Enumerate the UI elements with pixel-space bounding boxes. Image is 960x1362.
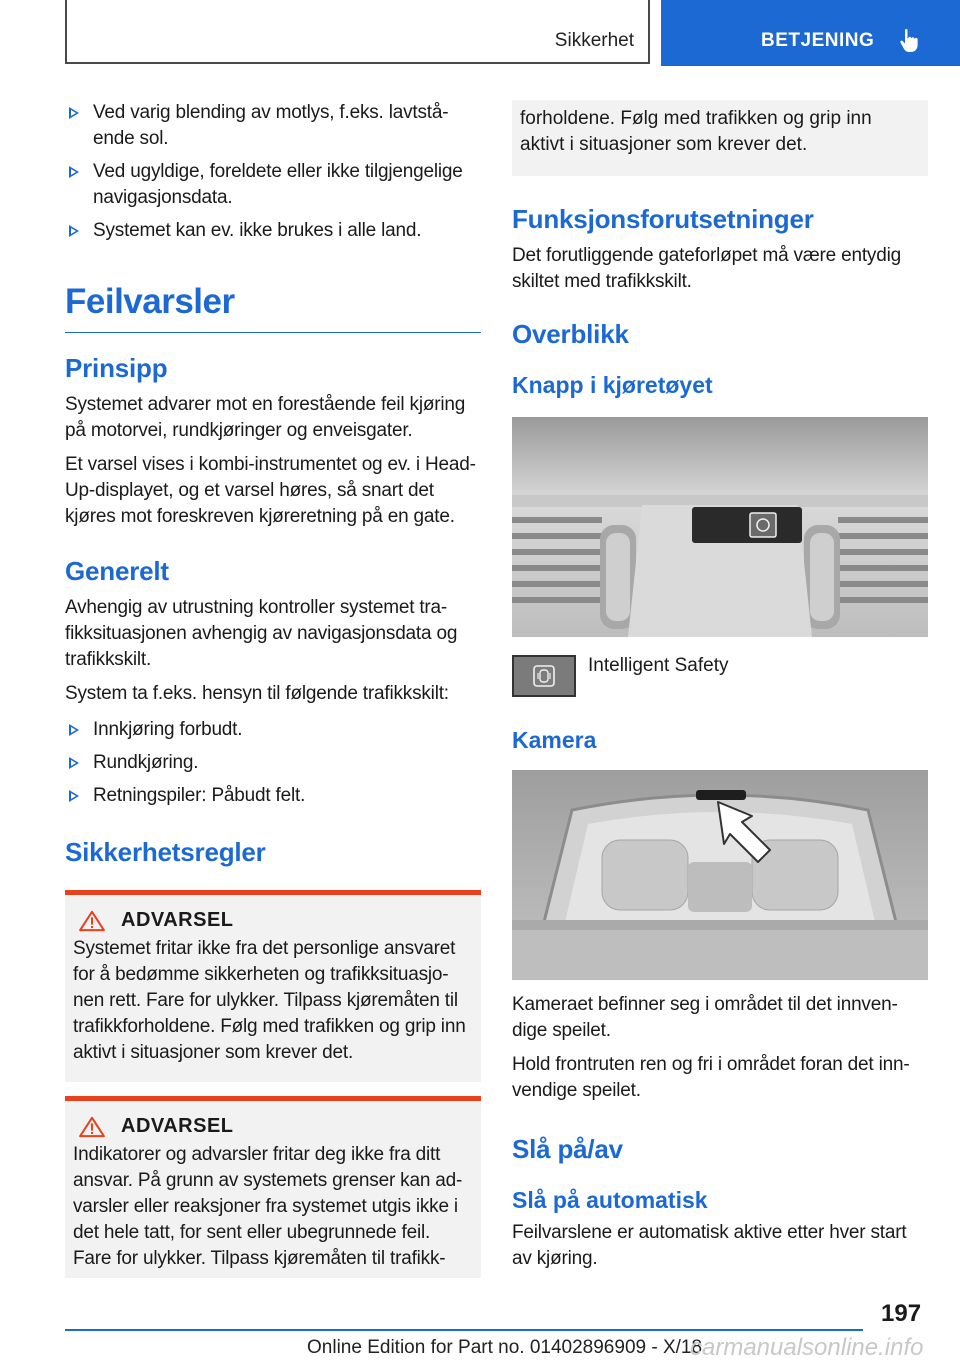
triangle-bullet-icon xyxy=(69,166,79,178)
heading-slaa-paa-automatisk: Slå på automatisk xyxy=(512,1187,708,1213)
paragraph: Kameraet befinner seg i området til det innven-dige speilet. xyxy=(512,994,898,1041)
header-section-title: Sikkerhet xyxy=(554,30,634,51)
header-chapter-tab[interactable] xyxy=(661,0,960,66)
warning-text: forholdene. Følg med trafikken og grip inn aktivt i situasjoner som krever det. xyxy=(520,108,872,155)
heading-overblikk: Overblikk xyxy=(512,319,629,349)
list-item: Ved ugyldige, foreldete eller ikke tilgjengelige navigasjonsdata. xyxy=(65,159,481,211)
right-column xyxy=(512,100,928,1280)
warning-box xyxy=(65,890,481,1082)
page-number: 197 xyxy=(881,1300,922,1327)
warning-title: ADVARSEL xyxy=(121,1115,234,1137)
heading-kamera: Kamera xyxy=(512,727,597,753)
heading-generelt: Generelt xyxy=(65,556,169,586)
dashboard-button-image xyxy=(512,417,928,637)
heading-sikkerhetsregler: Sikkerhetsregler xyxy=(65,837,266,867)
heading-prinsipp: Prinsipp xyxy=(65,353,168,383)
heading-funksjonsforutsetninger: Funksjonsforutsetninger xyxy=(512,204,814,234)
warning-continuation-box xyxy=(512,100,928,176)
icon-legend-row xyxy=(512,655,928,697)
footer-watermark: carmanualsonline.info xyxy=(690,1334,924,1361)
paragraph: Feilvarslene er automatisk aktive etter hver start av kjøring. xyxy=(512,1222,907,1269)
warning-title: ADVARSEL xyxy=(121,909,234,931)
paragraph: Hold frontruten ren og fri i området foran det inn-vendige speilet. xyxy=(512,1054,910,1101)
header-section-box xyxy=(65,0,650,64)
warning-triangle-icon xyxy=(77,1116,107,1138)
header-chapter-label: BETJENING xyxy=(761,30,875,51)
paragraph: Systemet advarer mot en forestående feil kjøring på motorvei, rundkjøringer og enveisgater. xyxy=(65,394,466,441)
warning-text: Systemet fritar ikke fra det personlige ansvaret for å bedømme sikkerheten og trafikksituasjo-nen rett. Fare for ulykker. Tilpass kjøremåten til trafikkforholdene. Følg med trafikken og grip inn aktivt i situasjoner som krever det. xyxy=(73,938,466,1063)
triangle-bullet-icon xyxy=(69,225,79,237)
left-column xyxy=(65,100,481,1278)
camera-location-image xyxy=(512,770,928,980)
list-item: Systemet kan ev. ikke brukes i alle land. xyxy=(65,218,481,244)
chapter-title: Feilvarsler xyxy=(65,282,481,333)
list-item: Retningspiler: Påbudt felt. xyxy=(65,783,481,809)
list-item: Innkjøring forbudt. xyxy=(65,717,481,743)
warning-text: Indikatorer og advarsler fritar deg ikke fra ditt ansvar. På grunn av systemets grenser kan ad-varsler eller reaksjoner fra systemet utgis ikke i det hele tatt, for sent eller ubegrunnede feil. Fare for ulykker. Tilpass kjøremåten til trafikk- xyxy=(73,1144,463,1269)
triangle-bullet-icon xyxy=(69,790,79,802)
list-item: Ved varig blending av motlys, f.eks. lavtstå-ende sol. xyxy=(65,100,481,152)
triangle-bullet-icon xyxy=(69,757,79,769)
paragraph: Et varsel vises i kombi-instrumentet og ev. i Head-Up-displayet, og et varsel høres, så snart det kjøres mot foreskreven kjøreretning på en gate. xyxy=(65,454,476,527)
paragraph: Avhengig av utrustning kontroller systemet tra-fikksituasjonen avhengig av navigasjonsdata og trafikkskilt. xyxy=(65,597,458,670)
warning-box xyxy=(65,1096,481,1278)
list-item: Rundkjøring. xyxy=(65,750,481,776)
hand-pointer-icon xyxy=(899,28,921,54)
footer-edition: Online Edition for Part no. 01402896909 - X/18 xyxy=(307,1337,703,1358)
heading-knapp: Knapp i kjøretøyet xyxy=(512,372,713,398)
intelligent-safety-button-icon xyxy=(512,655,576,697)
icon-label: Intelligent Safety xyxy=(588,655,729,676)
intro-bullet-list xyxy=(65,100,481,244)
heading-slaa-paa-av: Slå på/av xyxy=(512,1134,623,1164)
triangle-bullet-icon xyxy=(69,724,79,736)
triangle-bullet-icon xyxy=(69,107,79,119)
sign-bullet-list xyxy=(65,717,481,809)
paragraph: Det forutliggende gateforløpet må være entydig skiltet med trafikkskilt. xyxy=(512,245,901,292)
footer-divider xyxy=(65,1329,863,1331)
warning-triangle-icon xyxy=(77,910,107,932)
paragraph: System ta f.eks. hensyn til følgende trafikkskilt: xyxy=(65,683,449,704)
